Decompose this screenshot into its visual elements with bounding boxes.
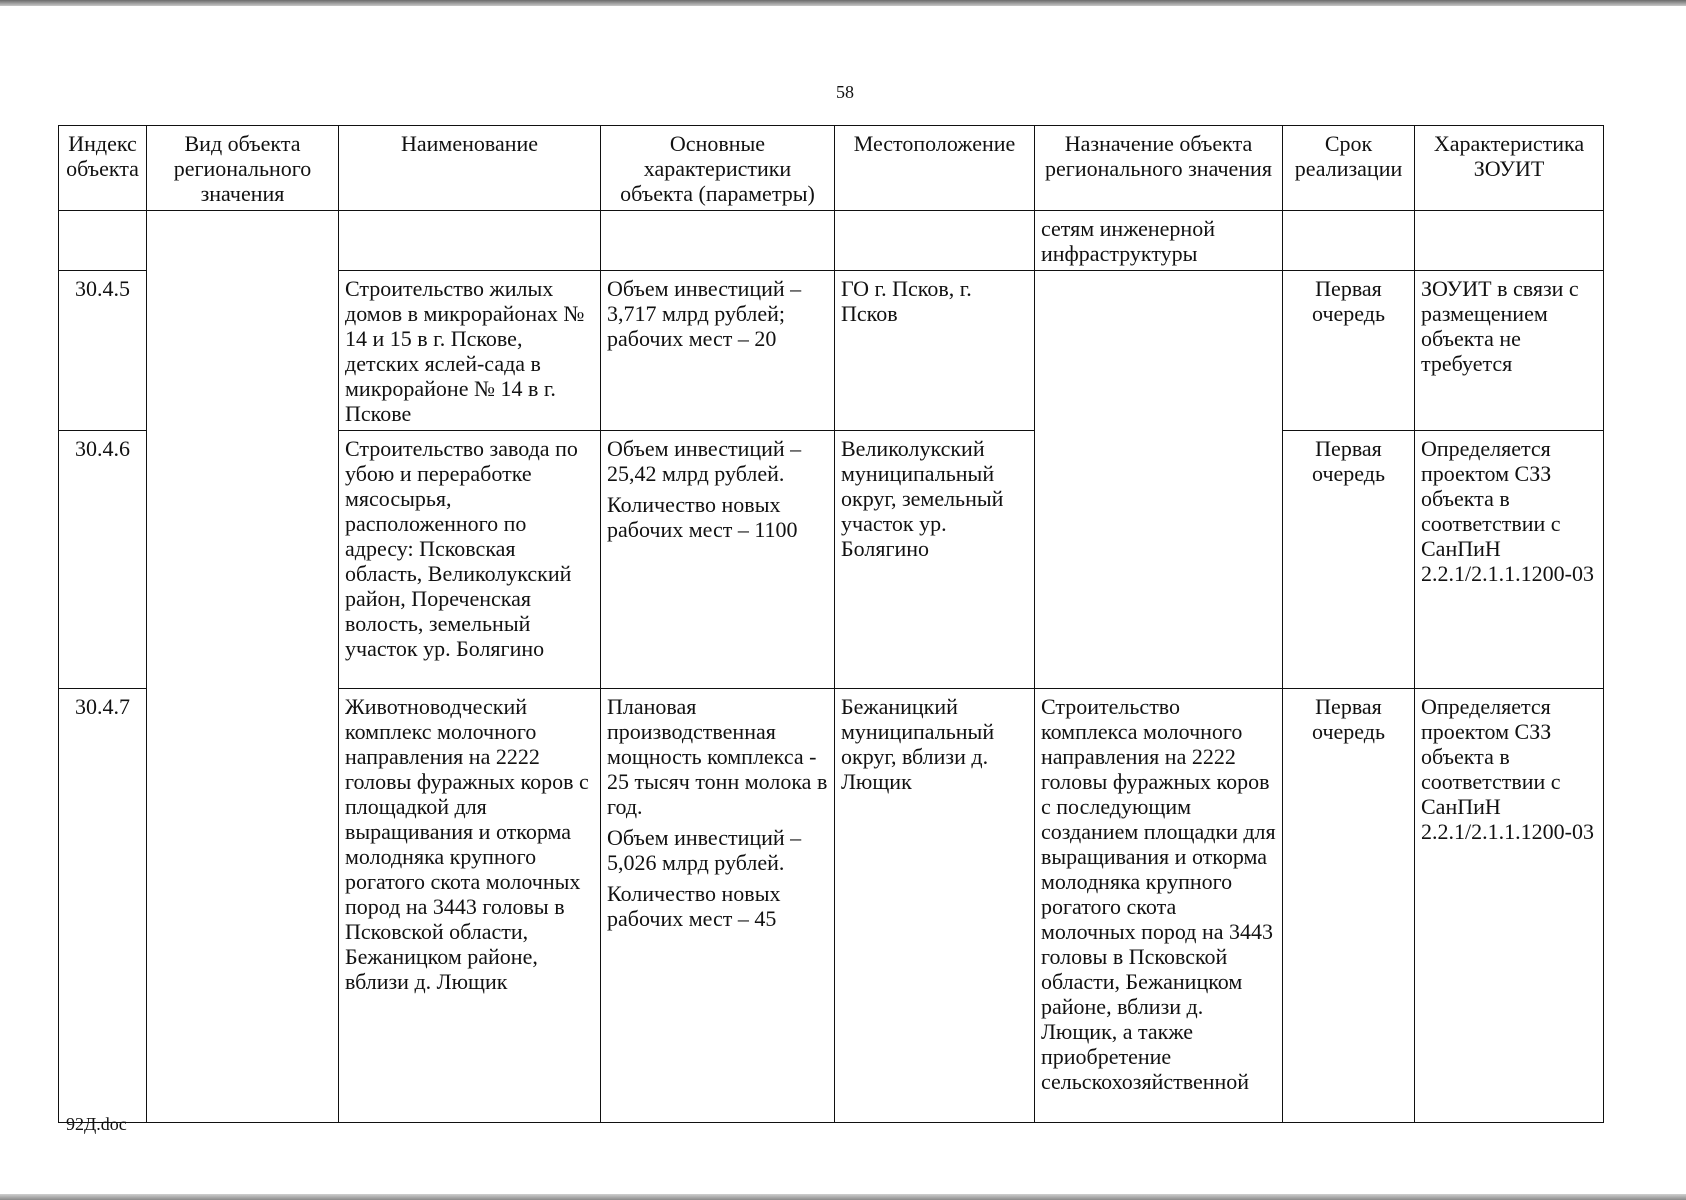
- param-line: Количество новых рабочих мест – 1100: [607, 492, 798, 542]
- row-location: Великолукский муниципальный округ, земельный участок ур. Болягино: [835, 431, 1035, 689]
- header-kind: Вид объекта регионального значения: [147, 126, 339, 211]
- row-params: [601, 431, 835, 689]
- cont-location: [835, 211, 1035, 271]
- regional-objects-table: [58, 125, 1604, 1123]
- param-line: Количество новых рабочих мест – 45: [607, 881, 781, 931]
- row-name: Животноводческий комплекс молочного направления на 2222 головы фуражных коров с площадкой для выращивания и откорма молодняка крупного рогатого скота молочных пород на 3443 головы в Псковской области, Бежаницком районе, вблизи д. Лющик: [339, 689, 601, 1123]
- row-index: 30.4.6: [59, 431, 147, 689]
- row-term: Первая очередь: [1283, 271, 1415, 431]
- header-params: Основные характеристики объекта (параметры): [601, 126, 835, 211]
- cont-index: [59, 211, 147, 271]
- cont-term: [1283, 211, 1415, 271]
- row-index: 30.4.5: [59, 271, 147, 431]
- param-line: Объем инвестиций – 5,026 млрд рублей.: [607, 825, 802, 875]
- row-location: Бежаницкий муниципальный округ, вблизи д. Лющик: [835, 689, 1035, 1123]
- header-index: Индекс объекта: [59, 126, 147, 211]
- footer-filename: 92Д.doc: [66, 1114, 127, 1134]
- row-location: ГО г. Псков, г. Псков: [835, 271, 1035, 431]
- row-zouit: Определяется проектом СЗЗ объекта в соответствии с СанПиН 2.2.1/2.1.1.1200-03: [1415, 689, 1604, 1123]
- row-zouit: ЗОУИТ в связи с размещением объекта не требуется: [1415, 271, 1604, 431]
- row-purpose: Строительство комплекса молочного направления на 2222 головы фуражных коров с последующим созданием площадки для выращивания и откорма молодняка крупного рогатого скота молочных пород на 3443 головы в Псковской области, Бежаницком районе, вблизи д. Лющик, а также приобретение сельскохозяйственной: [1035, 689, 1283, 1123]
- row-purpose-empty: [1035, 271, 1283, 689]
- param-line: Плановая производственная мощность комплекса - 25 тысяч тонн молока в год.: [607, 694, 828, 819]
- cont-name: [339, 211, 601, 271]
- row-zouit: Определяется проектом СЗЗ объекта в соответствии с СанПиН 2.2.1/2.1.1.1200-03: [1415, 431, 1604, 689]
- cont-params: [601, 211, 835, 271]
- param-line: Объем инвестиций – 3,717 млрд рублей; рабочих мест – 20: [607, 276, 802, 351]
- row-name: Строительство жилых домов в микрорайонах № 14 и 15 в г. Пскове, детских яслей-сада в микрорайоне № 14 в г. Пскове: [339, 271, 601, 431]
- row-term: Первая очередь: [1283, 431, 1415, 689]
- header-name: Наименование: [339, 126, 601, 211]
- cont-zouit: [1415, 211, 1604, 271]
- row-name: Строительство завода по убою и переработке мясосырья, расположенного по адресу: Псковская область, Великолукский район, Пореченская волость, земельный участок ур. Болягино: [339, 431, 601, 689]
- cont-purpose: сетям инженерной инфраструктуры: [1035, 211, 1283, 271]
- header-purpose: Назначение объекта регионального значения: [1035, 126, 1283, 211]
- row-term: Первая очередь: [1283, 689, 1415, 1123]
- row-params: [601, 689, 835, 1123]
- param-line: Объем инвестиций – 25,42 млрд рублей.: [607, 436, 802, 486]
- header-row: [59, 126, 1604, 211]
- row-params: [601, 271, 835, 431]
- kind-cell: [147, 211, 339, 1123]
- scan-edge-top: [0, 0, 1686, 6]
- scan-edge-bottom: [0, 1194, 1686, 1200]
- row-index: 30.4.7: [59, 689, 147, 1123]
- continuation-row: [59, 211, 1604, 271]
- header-zouit: Характеристика ЗОУИТ: [1415, 126, 1604, 211]
- page-number: 58: [836, 82, 854, 102]
- header-term: Срок реализации: [1283, 126, 1415, 211]
- header-location: Местоположение: [835, 126, 1035, 211]
